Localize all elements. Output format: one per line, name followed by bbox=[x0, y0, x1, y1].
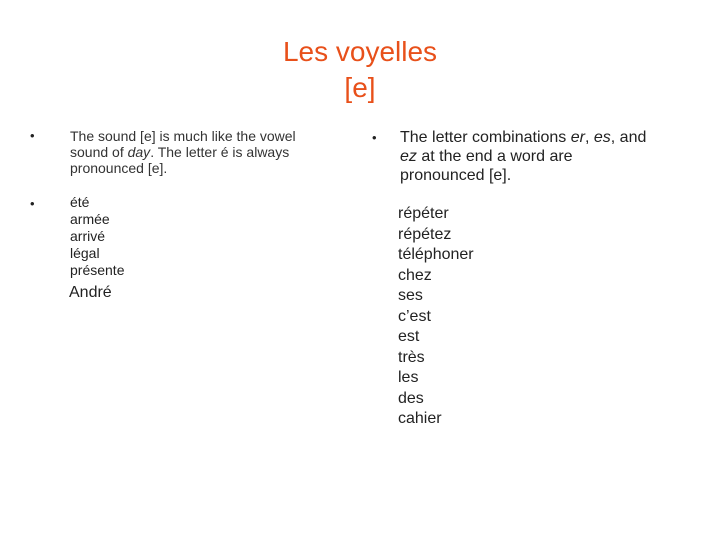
left-paragraph bbox=[70, 128, 350, 176]
left-para-line-2-em: day bbox=[127, 144, 151, 160]
left-word-list bbox=[70, 194, 124, 279]
right-para-line-1 bbox=[400, 128, 700, 147]
left-para-line-2-post: . The letter é is always bbox=[150, 144, 290, 160]
bullet-left-1: • bbox=[30, 128, 35, 143]
right-para-line-2-em: ez bbox=[400, 148, 417, 165]
right-word: est bbox=[398, 328, 420, 345]
right-word: répéter bbox=[398, 205, 449, 222]
right-para-line-3: pronounced [e]. bbox=[400, 167, 512, 184]
left-word-andre: André bbox=[69, 284, 112, 301]
right-para-line-1-post: , and bbox=[610, 129, 647, 146]
left-para-line-3: pronounced [e]. bbox=[70, 160, 168, 176]
left-para-line-2-pre: sound of bbox=[70, 144, 128, 160]
right-paragraph bbox=[400, 128, 700, 185]
slide-title bbox=[0, 34, 720, 106]
left-word: arrivé bbox=[70, 228, 106, 244]
left-para-line-2 bbox=[70, 144, 350, 160]
right-word-list bbox=[398, 204, 474, 430]
right-word: téléphoner bbox=[398, 246, 474, 263]
bullet-right-1: • bbox=[372, 130, 377, 145]
right-word: les bbox=[398, 369, 419, 386]
right-para-line-1-em2: es bbox=[593, 129, 611, 146]
title-line-1: Les voyelles bbox=[282, 36, 438, 67]
right-word: ses bbox=[398, 287, 423, 304]
right-word: c’est bbox=[398, 307, 431, 325]
right-para-line-1-em1: er bbox=[570, 129, 585, 146]
right-word: répétez bbox=[398, 225, 452, 243]
left-word: été bbox=[70, 194, 90, 210]
left-word: armée bbox=[70, 211, 110, 227]
bullet-left-2: • bbox=[30, 196, 35, 211]
title-line-2: [e] bbox=[344, 72, 376, 103]
right-para-line-2 bbox=[400, 147, 700, 166]
right-word: chez bbox=[398, 266, 432, 284]
left-word: légal bbox=[70, 245, 100, 261]
right-word: des bbox=[398, 389, 424, 407]
right-para-line-1-pre: The letter combinations bbox=[400, 129, 571, 146]
right-para-line-2-post: at the end a word are bbox=[416, 148, 573, 165]
left-word: présente bbox=[70, 262, 125, 278]
right-para-line-1-mid: , bbox=[584, 129, 594, 146]
left-para-line-1: The sound [e] is much like the vowel bbox=[70, 128, 296, 144]
right-word: cahier bbox=[398, 410, 442, 427]
right-word: très bbox=[398, 348, 425, 366]
